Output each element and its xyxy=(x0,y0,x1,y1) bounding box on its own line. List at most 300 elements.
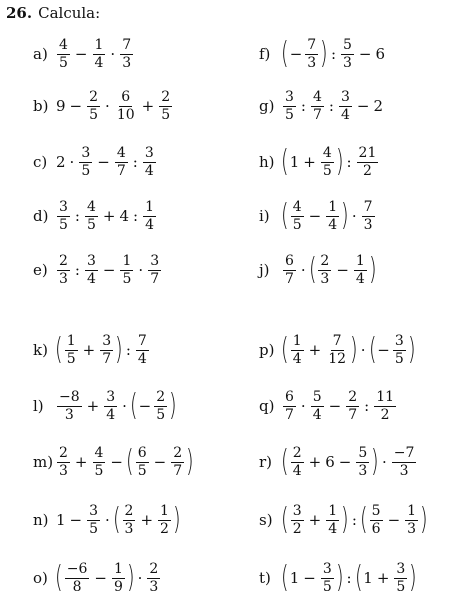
exercise-item-l xyxy=(33,386,177,426)
numerator: 1 xyxy=(355,252,365,269)
denominator: 7 xyxy=(102,350,112,367)
numerator: 3 xyxy=(81,144,91,161)
exercise-item-b xyxy=(33,86,174,126)
fraction xyxy=(362,200,375,233)
left-paren: ( xyxy=(281,332,289,367)
operator: + xyxy=(74,453,88,471)
item-label: l) xyxy=(33,397,44,415)
denominator: 3 xyxy=(307,54,317,71)
denominator: 7 xyxy=(150,270,160,287)
right-paren: ) xyxy=(173,502,181,537)
right-paren: ) xyxy=(126,560,135,595)
numerator: 3 xyxy=(106,388,116,405)
fraction xyxy=(79,146,92,179)
term: 1 xyxy=(289,569,300,587)
right-paren: ) xyxy=(341,502,349,537)
operator: : xyxy=(74,207,80,225)
math-expression xyxy=(55,562,162,595)
numerator: 1 xyxy=(407,502,417,519)
denominator: 5 xyxy=(396,578,406,595)
operator: : xyxy=(328,97,334,115)
fraction xyxy=(87,504,100,537)
math-expression xyxy=(55,504,181,537)
fraction xyxy=(291,334,304,367)
exercise-item-t xyxy=(259,558,417,598)
right-paren: ) xyxy=(335,560,344,595)
left-paren: ( xyxy=(281,198,289,233)
math-expression xyxy=(281,334,415,367)
operator: − xyxy=(303,569,316,587)
fraction xyxy=(392,446,417,479)
denominator: 4 xyxy=(328,520,338,537)
fraction xyxy=(65,562,90,595)
numerator: 1 xyxy=(328,502,338,519)
item-label: r) xyxy=(259,453,273,471)
item-label: h) xyxy=(259,153,275,171)
exercise-item-s xyxy=(259,500,428,540)
item-label: c) xyxy=(33,153,48,171)
numerator: 3 xyxy=(292,502,302,519)
fraction xyxy=(341,38,354,71)
denominator: 3 xyxy=(363,216,373,233)
operator: : xyxy=(132,153,138,171)
right-paren: ) xyxy=(320,36,328,71)
term: 6 xyxy=(325,453,335,471)
operator: − xyxy=(69,97,83,115)
operator: · xyxy=(351,207,357,225)
math-expression xyxy=(281,446,418,479)
left-paren: ( xyxy=(281,560,289,595)
numerator: 4 xyxy=(59,36,68,53)
operator: − xyxy=(110,453,123,471)
math-expression xyxy=(281,254,377,287)
operator: : xyxy=(346,153,352,171)
denominator: 7 xyxy=(285,270,294,287)
numerator: 1 xyxy=(160,502,169,519)
denominator: 3 xyxy=(407,520,417,537)
item-label: p) xyxy=(259,341,275,359)
math-expression xyxy=(55,200,158,233)
numerator: 2 xyxy=(89,88,99,105)
operator: − xyxy=(387,511,401,529)
fraction xyxy=(57,38,70,71)
denominator: 5 xyxy=(122,270,132,287)
fraction xyxy=(57,390,82,423)
denominator: 5 xyxy=(285,106,294,123)
denominator: 5 xyxy=(322,162,332,179)
operator: + xyxy=(308,341,322,359)
fraction xyxy=(291,200,304,233)
operator: : xyxy=(346,569,352,587)
exercise-title: Calcula: xyxy=(38,4,101,22)
operator: + xyxy=(140,511,154,529)
operator: : xyxy=(330,45,336,63)
denominator: 5 xyxy=(94,462,104,479)
exercise-item-j xyxy=(259,250,377,290)
operator: − xyxy=(336,261,349,279)
operator: − xyxy=(97,153,110,171)
operator: · xyxy=(110,45,116,63)
item-label: q) xyxy=(259,397,275,415)
exercise-item-f xyxy=(259,34,386,74)
left-paren: ( xyxy=(126,444,134,479)
exercise-item-o xyxy=(33,558,162,598)
numerator: 3 xyxy=(86,252,96,269)
numerator: 6 xyxy=(121,88,131,105)
operator: · xyxy=(300,397,306,415)
fraction xyxy=(136,334,149,367)
denominator: 7 xyxy=(285,406,294,423)
fraction xyxy=(326,200,339,233)
operator: − xyxy=(69,511,83,529)
operator: − xyxy=(94,569,107,587)
exercise-item-d xyxy=(33,196,158,236)
left-paren: ( xyxy=(129,388,138,423)
numerator: −8 xyxy=(59,388,80,405)
exercise-item-h xyxy=(259,142,380,182)
denominator: 3 xyxy=(358,462,368,479)
math-expression xyxy=(281,38,386,71)
fraction xyxy=(85,254,98,287)
operator: : xyxy=(364,397,370,415)
fraction xyxy=(354,254,367,287)
math-expression xyxy=(55,334,151,367)
exercise-item-n xyxy=(33,500,181,540)
numerator: 5 xyxy=(312,388,322,405)
term: 9 xyxy=(56,97,66,115)
operator: · xyxy=(138,261,144,279)
right-paren: ) xyxy=(335,144,344,179)
numerator: 21 xyxy=(358,144,377,161)
denominator: 4 xyxy=(145,216,155,233)
denominator: 5 xyxy=(89,106,99,123)
operator: : xyxy=(300,97,306,115)
operator: + xyxy=(308,453,322,471)
left-paren: ( xyxy=(281,502,289,537)
denominator: 4 xyxy=(312,406,322,423)
fraction xyxy=(120,254,133,287)
fraction xyxy=(393,334,406,367)
fraction xyxy=(143,200,156,233)
exercise-item-a xyxy=(33,34,135,74)
denominator: 4 xyxy=(340,106,350,123)
operator: : xyxy=(125,341,131,359)
term: − xyxy=(138,397,152,415)
denominator: 5 xyxy=(59,54,68,71)
fraction xyxy=(321,562,334,595)
operator: − xyxy=(356,97,370,115)
math-expression xyxy=(281,390,398,423)
denominator: 12 xyxy=(328,350,347,367)
fraction xyxy=(120,38,133,71)
exercise-item-r xyxy=(259,442,418,482)
denominator: 8 xyxy=(72,578,82,595)
denominator: 5 xyxy=(292,216,302,233)
term: 1 xyxy=(56,511,66,529)
item-label: s) xyxy=(259,511,273,529)
numerator: 1 xyxy=(94,36,104,53)
operator: + xyxy=(82,341,96,359)
item-label: k) xyxy=(33,341,48,359)
fraction xyxy=(57,446,70,479)
denominator: 3 xyxy=(124,520,134,537)
operator: · xyxy=(137,569,143,587)
denominator: 5 xyxy=(81,162,91,179)
denominator: 5 xyxy=(86,216,96,233)
item-label: i) xyxy=(259,207,270,225)
numerator: 4 xyxy=(312,88,322,105)
denominator: 4 xyxy=(292,462,302,479)
fraction xyxy=(93,446,106,479)
exercise-item-i xyxy=(259,196,377,236)
denominator: 3 xyxy=(59,270,68,287)
item-label: j) xyxy=(259,261,270,279)
denominator: 4 xyxy=(328,216,338,233)
numerator: 7 xyxy=(137,332,147,349)
numerator: 2 xyxy=(59,444,68,461)
numerator: 4 xyxy=(86,198,96,215)
numerator: 3 xyxy=(89,502,99,519)
denominator: 7 xyxy=(116,162,126,179)
numerator: 3 xyxy=(322,560,332,577)
item-label: n) xyxy=(33,511,49,529)
denominator: 3 xyxy=(320,270,330,287)
fraction xyxy=(148,254,161,287)
fraction xyxy=(318,254,331,287)
term: 2 xyxy=(56,153,66,171)
right-paren: ) xyxy=(341,198,349,233)
operator: + xyxy=(303,153,316,171)
fraction xyxy=(158,504,171,537)
fraction xyxy=(305,38,318,71)
fraction xyxy=(93,38,106,71)
denominator: 6 xyxy=(371,520,381,537)
denominator: 4 xyxy=(86,270,96,287)
numerator: 3 xyxy=(285,88,294,105)
right-paren: ) xyxy=(186,444,194,479)
numerator: 4 xyxy=(292,198,302,215)
exercise-item-g xyxy=(259,86,384,126)
fraction xyxy=(356,446,369,479)
term: − xyxy=(377,341,390,359)
operator: · xyxy=(105,511,110,529)
numerator: 2 xyxy=(156,388,166,405)
operator: − xyxy=(74,45,88,63)
denominator: 5 xyxy=(161,106,171,123)
item-label: f) xyxy=(259,45,271,63)
fraction xyxy=(394,562,407,595)
math-expression xyxy=(281,200,377,233)
right-paren: ) xyxy=(169,388,177,423)
right-paren: ) xyxy=(368,252,377,287)
operator: + xyxy=(86,397,100,415)
fraction xyxy=(357,146,379,179)
numerator: 2 xyxy=(161,88,171,105)
numerator: 3 xyxy=(102,332,112,349)
item-label: o) xyxy=(33,569,48,587)
fraction xyxy=(311,90,324,123)
operator: − xyxy=(153,453,167,471)
fraction xyxy=(123,504,136,537)
fraction xyxy=(171,446,184,479)
fraction xyxy=(112,562,125,595)
item-label: b) xyxy=(33,97,49,115)
fraction xyxy=(283,254,296,287)
numerator: 2 xyxy=(173,444,183,461)
denominator: 3 xyxy=(399,462,409,479)
operator: · xyxy=(69,153,75,171)
fraction xyxy=(311,390,324,423)
denominator: 5 xyxy=(137,462,147,479)
math-expression xyxy=(55,38,135,71)
fraction xyxy=(147,562,160,595)
left-paren: ( xyxy=(354,560,363,595)
numerator: 6 xyxy=(285,252,294,269)
fraction xyxy=(57,254,70,287)
numerator: 2 xyxy=(292,444,302,461)
term: 1 xyxy=(289,153,300,171)
exercise-number: 26. xyxy=(6,4,33,22)
operator: + xyxy=(141,97,155,115)
left-paren: ( xyxy=(281,444,289,479)
term: 2 xyxy=(373,97,384,115)
operator: : xyxy=(133,207,139,225)
denominator: 5 xyxy=(89,520,99,537)
operator: · xyxy=(300,261,306,279)
math-expression xyxy=(55,390,177,423)
denominator: 3 xyxy=(59,462,68,479)
math-expression xyxy=(55,146,158,179)
numerator: 6 xyxy=(285,388,294,405)
numerator: 1 xyxy=(145,198,155,215)
term: 6 xyxy=(375,45,386,63)
exercise-item-k xyxy=(33,330,151,370)
fraction xyxy=(159,90,172,123)
numerator: 1 xyxy=(113,560,123,577)
denominator: 2 xyxy=(160,520,169,537)
fraction xyxy=(100,334,113,367)
fraction xyxy=(65,334,78,367)
numerator: 3 xyxy=(144,144,154,161)
item-label: e) xyxy=(33,261,48,279)
right-paren: ) xyxy=(115,332,123,367)
numerator: 3 xyxy=(394,332,404,349)
operator: · xyxy=(105,97,110,115)
numerator: 2 xyxy=(124,502,134,519)
operator: · xyxy=(360,341,366,359)
fraction xyxy=(136,446,149,479)
right-paren: ) xyxy=(420,502,428,537)
math-expression xyxy=(281,90,384,123)
numerator: 2 xyxy=(149,560,159,577)
numerator: 2 xyxy=(320,252,330,269)
denominator: 4 xyxy=(355,270,365,287)
right-paren: ) xyxy=(350,332,358,367)
exercise-item-e xyxy=(33,250,163,290)
left-paren: ( xyxy=(281,36,289,71)
denominator: 5 xyxy=(66,350,76,367)
denominator: 3 xyxy=(343,54,352,71)
numerator: 7 xyxy=(332,332,342,349)
denominator: 2 xyxy=(380,406,390,423)
operator: − xyxy=(358,45,372,63)
right-paren: ) xyxy=(371,444,379,479)
numerator: 1 xyxy=(292,332,302,349)
left-paren: ( xyxy=(281,144,289,179)
fraction xyxy=(374,390,396,423)
operator: : xyxy=(351,511,357,529)
fraction xyxy=(291,446,304,479)
numerator: 7 xyxy=(307,36,317,53)
right-paren: ) xyxy=(409,560,417,595)
numerator: 7 xyxy=(363,198,373,215)
item-label: d) xyxy=(33,207,49,225)
fraction xyxy=(339,90,352,123)
numerator: 1 xyxy=(66,332,76,349)
denominator: 5 xyxy=(322,578,332,595)
denominator: 7 xyxy=(312,106,322,123)
denominator: 10 xyxy=(116,106,135,123)
numerator: −7 xyxy=(393,444,415,461)
math-expression xyxy=(281,562,417,595)
fraction xyxy=(115,90,137,123)
exercise-item-c xyxy=(33,142,158,182)
fraction xyxy=(143,146,156,179)
term: 1 xyxy=(363,569,373,587)
item-label: a) xyxy=(33,45,48,63)
right-paren: ) xyxy=(407,332,416,367)
left-paren: ( xyxy=(55,560,63,595)
math-expression xyxy=(55,446,194,479)
numerator: 2 xyxy=(59,252,68,269)
denominator: 7 xyxy=(173,462,183,479)
numerator: 11 xyxy=(376,388,395,405)
denominator: 4 xyxy=(94,54,104,71)
numerator: 3 xyxy=(396,560,406,577)
numerator: 1 xyxy=(122,252,132,269)
numerator: 2 xyxy=(348,388,358,405)
numerator: 4 xyxy=(322,144,332,161)
numerator: 6 xyxy=(137,444,147,461)
fraction xyxy=(291,504,304,537)
fraction xyxy=(370,504,383,537)
fraction xyxy=(405,504,418,537)
fraction xyxy=(326,334,348,367)
math-expression xyxy=(281,146,380,179)
denominator: 4 xyxy=(106,406,116,423)
denominator: 3 xyxy=(122,54,132,71)
fraction xyxy=(321,146,334,179)
operator: − xyxy=(328,397,342,415)
denominator: 4 xyxy=(144,162,154,179)
operator: − xyxy=(102,261,116,279)
denominator: 5 xyxy=(394,350,404,367)
operator: − xyxy=(308,207,322,225)
exercise-item-q xyxy=(259,386,398,426)
left-paren: ( xyxy=(359,502,368,537)
exercise-item-p xyxy=(259,330,415,370)
math-expression xyxy=(55,254,163,287)
numerator: 5 xyxy=(358,444,368,461)
term: − xyxy=(289,45,303,63)
operator: · xyxy=(381,453,387,471)
denominator: 3 xyxy=(64,406,74,423)
denominator: 5 xyxy=(156,406,166,423)
left-paren: ( xyxy=(112,502,121,537)
denominator: 9 xyxy=(113,578,123,595)
operator: + xyxy=(308,511,322,529)
exercise-heading xyxy=(6,3,100,23)
